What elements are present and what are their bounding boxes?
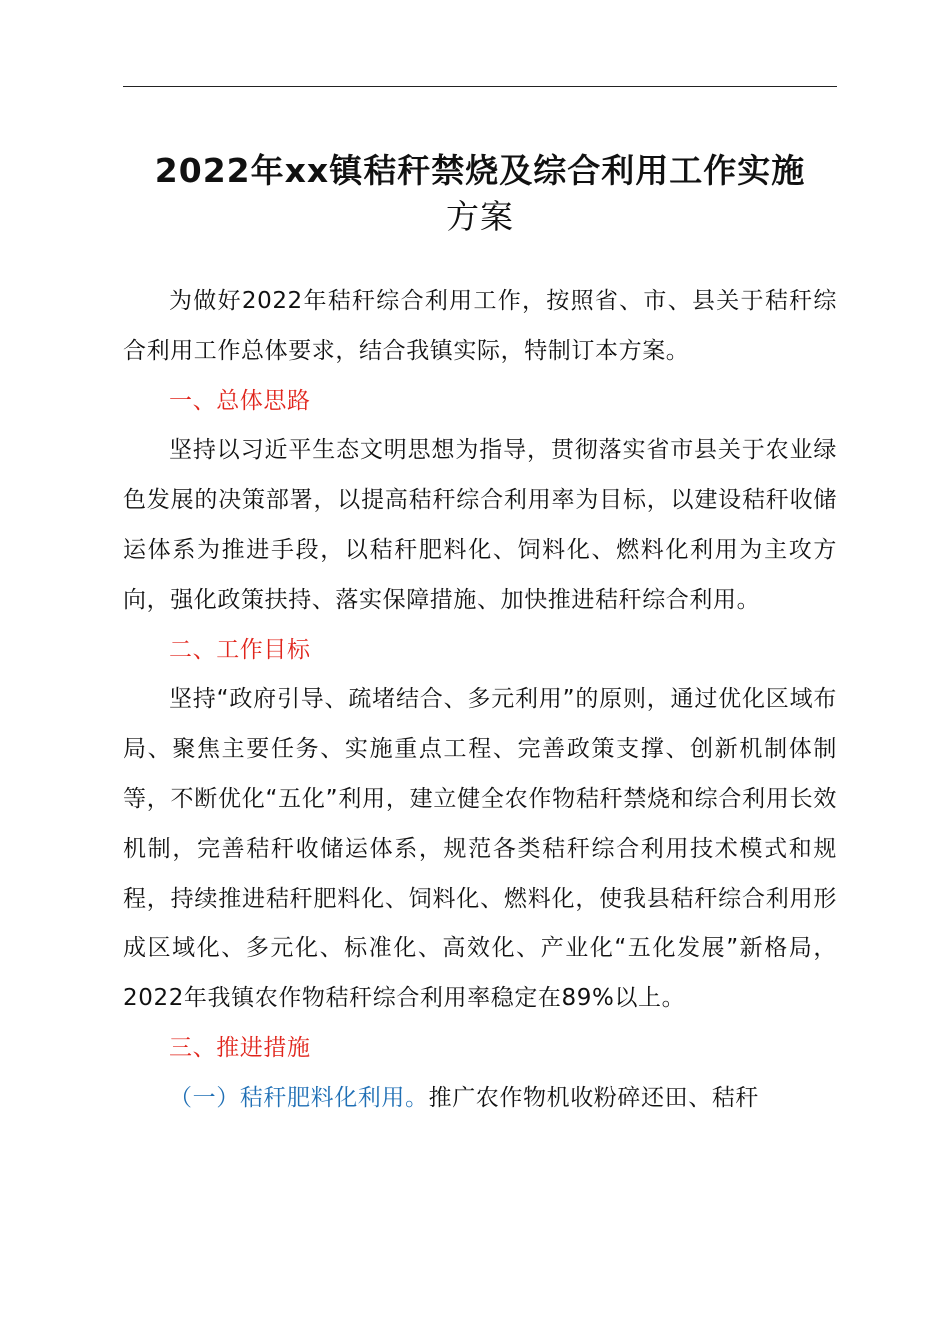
section-heading-work-goals: 二、工作目标 (169, 636, 311, 663)
section-body-overall-approach: 坚持以习近平生态文明思想为指导，贯彻落实省市县关于农业绿色发展的决策部署，以提高秸秆综合利用率为目标，以建设秸秆收储运体系为推进手段，以秸秆肥料化、饲料化、燃料化利用为主攻方向，强化政策扶持、落实保障措施、加快推进秸秆综合利用。 (123, 437, 837, 613)
document-title (123, 148, 837, 240)
section-heading-measures: 三、推进措施 (169, 1034, 311, 1061)
subsection-body-fertilizer: 推广农作物机收粉碎还田、秸秆 (428, 1084, 760, 1111)
section-heading-overall-approach: 一、总体思路 (169, 387, 311, 414)
section-body-measures (123, 1074, 837, 1124)
header-rule (123, 86, 837, 87)
document-body (123, 277, 837, 1124)
title-line-1: 2022年xx镇秸秆禁烧及综合利用工作实施 (154, 151, 806, 190)
intro-paragraph: 为做好2022年秸秆综合利用工作，按照省、市、县关于秸秆综合利用工作总体要求，结合我镇实际，特制订本方案。 (123, 288, 837, 364)
title-line-2: 方案 (446, 197, 514, 236)
subsection-heading-fertilizer: （一）秸秆肥料化利用。 (169, 1084, 429, 1111)
section-body-work-goals: 坚持“政府引导、疏堵结合、多元利用”的原则，通过优化区域布局、聚焦主要任务、实施重点工程、完善政策支撑、创新机制体制等，不断优化“五化”利用，建立健全农作物秸秆禁烧和综合利用长效机制，完善秸秆收储运体系，规范各类秸秆综合利用技术模式和规程，持续推进秸秆肥料化、饲料化、燃料化，使我县秸秆综合利用形成区域化、多元化、标准化、高效化、产业化“五化发展”新格局，2022年我镇农作物秸秆综合利用率稳定在89%以上。 (123, 686, 837, 1012)
